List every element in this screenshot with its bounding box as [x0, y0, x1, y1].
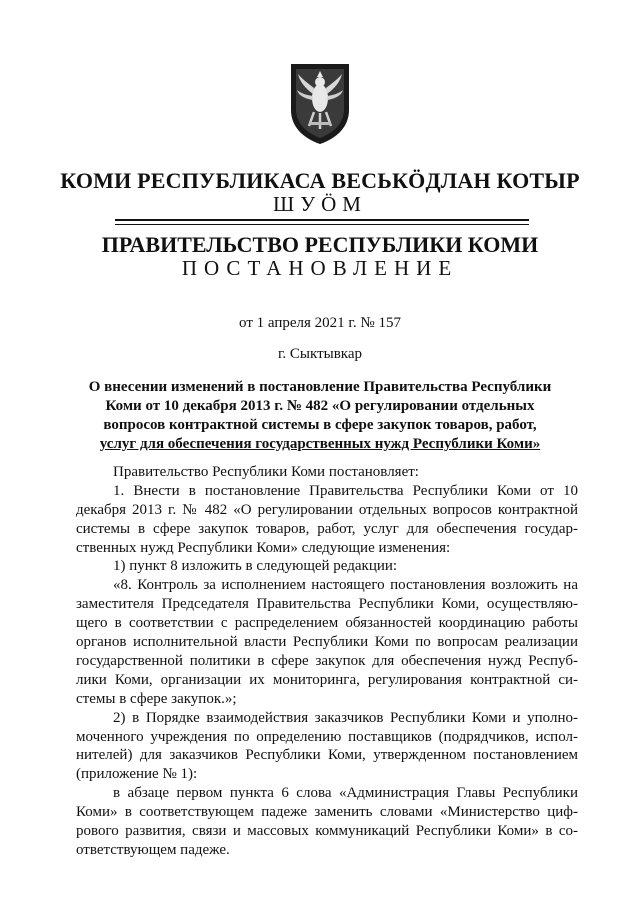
body-line: Правительство Республики Коми постановляет: [113, 464, 419, 480]
body-line: государственной политики в сфере закупок для обеспечения нужд Респуб- [76, 652, 578, 669]
subject-line: услуг для обеспечения государственных нужд Республики Коми» [99, 436, 541, 452]
document-date: от 1 апреля 2021 г. № 157 [239, 315, 401, 331]
body-line: ответствующем падеже. [76, 841, 230, 858]
komi-subtitle: ШУӦМ [273, 192, 367, 216]
body-line: системы в сфере закупок товаров, работ, услуг для обеспечения государ- [76, 520, 578, 537]
body-line: 1) пункт 8 изложить в следующей редакции: [113, 558, 398, 575]
document-city: г. Сыктывкар [277, 346, 363, 362]
body-line: стемы в сфере закупок.»; [76, 690, 237, 707]
subject-line: вопросов контрактной системы в сфере закупок товаров, работ, [103, 417, 537, 433]
body-line: 1. Внести в постановление Правительства Республики Коми от 10 [113, 482, 578, 499]
body-line: органов исполнительной власти Республики Коми по вопросам реализации [76, 634, 578, 651]
body-line: рового развития, связи и массовых коммуникаций Республики Коми» в со- [76, 823, 578, 839]
body-line: лики Коми, организации их мониторинга, регулирования контрактной си- [76, 671, 578, 688]
document-type: ПОСТАНОВЛЕНИЕ [181, 256, 459, 280]
body-line: щего в соответствии с распределением обязанностей координацию работы [76, 615, 578, 632]
header-divider-thin [115, 224, 529, 225]
body-line: ственных нужд Республики Коми» следующие изменения: [76, 539, 451, 556]
government-title: ПРАВИТЕЛЬСТВО РЕСПУБЛИКИ КОМИ [101, 232, 539, 257]
komi-republic-coat-of-arms-icon [287, 62, 353, 146]
subject-line: Коми от 10 декабря 2013 г. № 482 «О регулировании отдельных [105, 398, 535, 414]
body-line: заместителя Председателя Правительства Республики Коми, осуществляю- [76, 596, 578, 613]
komi-title: КОМИ РЕСПУБЛИКАСА ВЕСЬКӦДЛАН КОТЫР [60, 168, 580, 193]
subject-line: О внесении изменений в постановление Правительства Республики [88, 379, 552, 395]
body-line: в абзаце первом пункта 6 слова «Администрация Главы Республики [113, 785, 578, 802]
document-body [76, 463, 578, 860]
body-line: (приложение № 1): [76, 766, 198, 783]
body-line: 2) в Порядке взаимодействия заказчиков Республики Коми и уполно- [113, 709, 578, 726]
body-line: декабря 2013 г. № 482 «О регулировании отдельных вопросов контрактной [76, 501, 578, 518]
body-line: моченного учреждения по определению поставщиков (подрядчиков, испол- [76, 728, 578, 745]
body-line: нителей) для заказчиков Республики Коми, утвержденном постановлением [76, 747, 578, 764]
document-subject [80, 378, 560, 454]
header-divider-thick [115, 219, 529, 221]
body-line: «8. Контроль за исполнением настоящего постановления возложить на [113, 577, 578, 594]
body-line: Коми» в соответствующем падеже заменить словами «Министерство циф- [76, 804, 578, 821]
